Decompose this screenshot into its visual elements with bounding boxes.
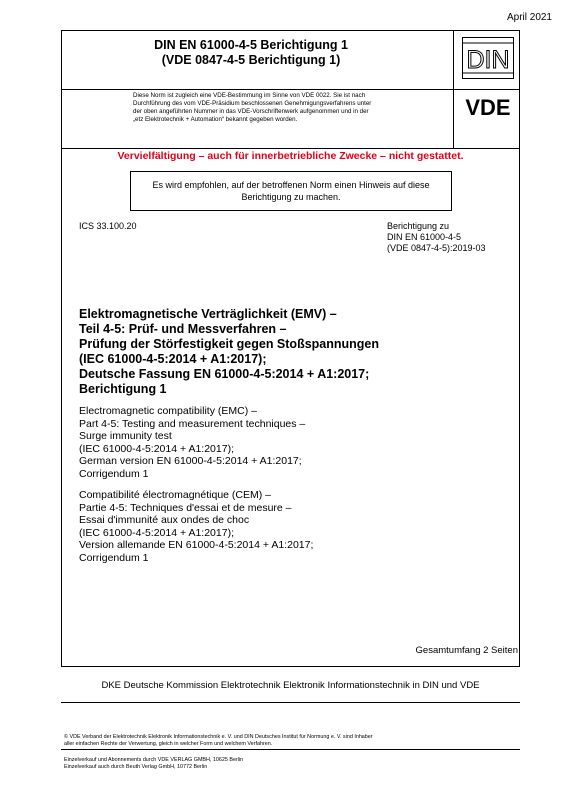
din-logo <box>462 37 514 79</box>
vde-note-line-1: Diese Norm ist zugleich eine VDE-Bestimmung im Sinne von VDE 0022. Sie ist nach <box>133 92 366 99</box>
vde-logo-text: VDE <box>465 96 511 118</box>
footer-divider <box>61 702 520 703</box>
vde-note <box>133 92 445 124</box>
vde-note-line-4: „etz Elektrotechnik + Automation“ bekannt gegeben worden. <box>133 116 298 123</box>
recommendation-line-2: Berichtigung zu machen. <box>241 192 341 202</box>
recommendation-line-1: Es wird empfohlen, auf der betroffenen Norm einen Hinweis auf diese <box>152 180 430 190</box>
sales-line-2: Einzelverkauf auch durch Beuth Verlag GmbH, 10772 Berlin <box>64 764 208 771</box>
title-english-line: (IEC 61000-4-5:2014 + A1:2017); <box>79 442 234 455</box>
issue-date: April 2021 <box>506 12 552 23</box>
vde-row <box>61 89 520 149</box>
title-english-line: German version EN 61000-4-5:2014 + A1:2017; <box>79 455 302 467</box>
document-title-line-2: (VDE 0847-4-5 Berichtigung 1) <box>161 53 341 67</box>
document-title-line-1: DIN EN 61000-4-5 Berichtigung 1 <box>154 38 348 52</box>
page-count: Gesamtumfang 2 Seiten <box>415 645 518 656</box>
sales-divider <box>61 749 520 750</box>
correction-reference-line-1: Berichtigung zu <box>387 221 450 231</box>
title-german <box>79 307 499 397</box>
title-english-line: Corrigendum 1 <box>79 467 149 480</box>
title-german-line: Prüfung der Störfestigkeit gegen Stoßspannungen <box>79 337 380 351</box>
recommendation-box <box>130 171 452 211</box>
copyright-notice <box>64 734 504 748</box>
copyright-line-1: © VDE Verband der Elektrotechnik Elektronik Informationstechnik e. V. und DIN Deutsches Institut für Normung e. V. sind Inhaber <box>64 734 373 740</box>
title-german-line: Berichtigung 1 <box>79 382 167 396</box>
title-french-line: Corrigendum 1 <box>79 551 149 564</box>
title-german-line: (IEC 61000-4-5:2014 + A1:2017); <box>79 352 267 366</box>
title-english-line: Part 4-5: Testing and measurement techniques – <box>79 417 306 430</box>
sales-line-1: Einzelverkauf und Abonnements durch VDE VERLAG GMBH, 10625 Berlin <box>64 757 244 763</box>
copy-warning: Vervielfältigung – auch für innerbetriebliche Zwecke – nicht gestattet. <box>117 150 464 162</box>
title-french-line: (IEC 61000-4-5:2014 + A1:2017); <box>79 526 234 539</box>
correction-reference-line-2: DIN EN 61000-4-5 <box>387 232 462 242</box>
vde-note-line-2: Durchführung des vom VDE-Präsidium beschlossenen Genehmigungsverfahrens unter <box>133 100 372 107</box>
title-french <box>79 489 499 564</box>
vde-note-line-3: der oben angeführten Nummer in das VDE-Vorschriftenwerk aufgenommen und in der <box>133 108 369 115</box>
title-english <box>79 405 499 480</box>
correction-reference-line-3: (VDE 0847-4-5):2019-03 <box>387 243 486 253</box>
document-title <box>61 38 441 68</box>
correction-reference <box>387 221 486 254</box>
sales-info <box>64 757 504 771</box>
ics-code: ICS 33.100.20 <box>79 221 137 231</box>
title-german-line: Deutsche Fassung EN 61000-4-5:2014 + A1:2017; <box>79 367 370 381</box>
title-french-line: Partie 4-5: Techniques d'essai et de mesure – <box>79 501 292 514</box>
title-french-line: Compatibilité électromagnétique (CEM) – <box>79 489 271 501</box>
title-french-line: Version allemande EN 61000-4-5:2014 + A1:2017; <box>79 539 314 551</box>
title-german-line: Teil 4-5: Prüf- und Messverfahren – <box>79 322 287 336</box>
copyright-line-2: aller einfachen Rechte der Verwertung, gleich in welcher Form und welchem Verfahren. <box>64 741 273 747</box>
title-english-line: Surge immunity test <box>79 430 172 442</box>
header-row <box>61 30 520 90</box>
dke-line: DKE Deutsche Kommission Elektrotechnik Elektronik Informationstechnik in DIN und VDE <box>101 680 480 691</box>
title-french-line: Essai d'immunité aux ondes de choc <box>79 514 250 526</box>
title-english-line: Electromagnetic compatibility (EMC) – <box>79 405 257 417</box>
din-logo-text: DIN <box>466 46 510 74</box>
title-german-line: Elektromagnetische Verträglichkeit (EMV) – <box>79 307 337 321</box>
vde-logo <box>458 96 518 118</box>
